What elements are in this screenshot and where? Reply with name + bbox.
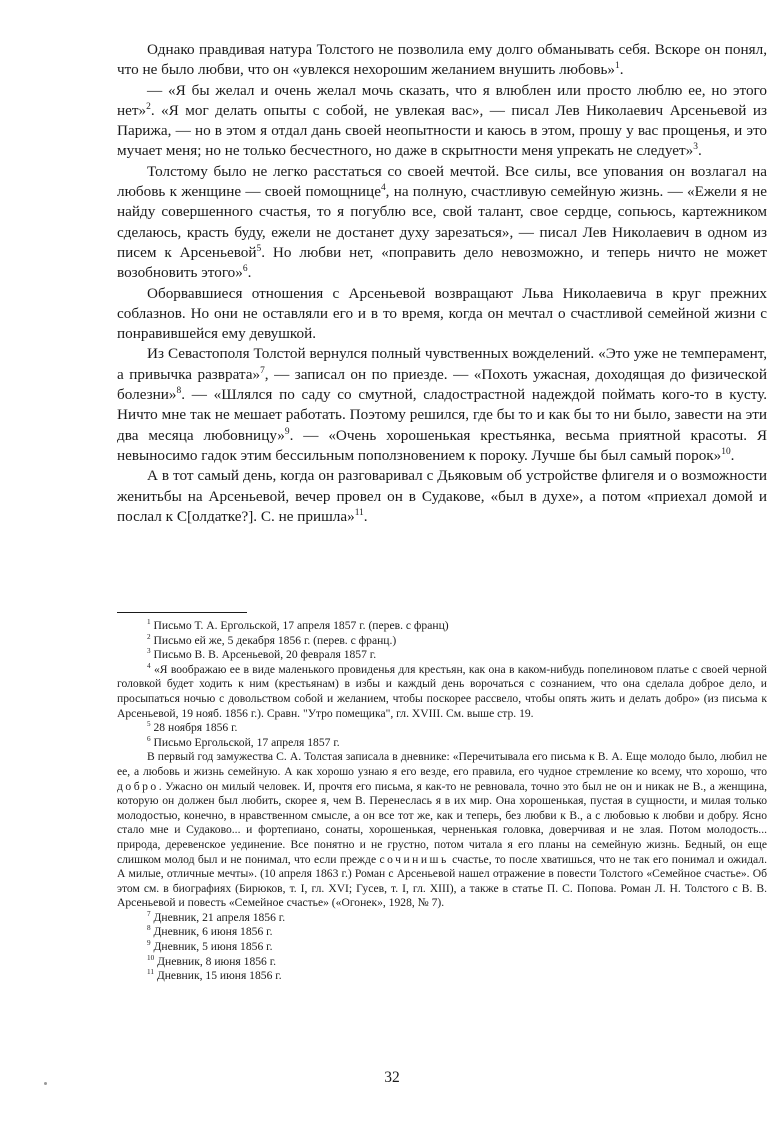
- footnote-10: $^{10}$ Дневник, 8 июня 1856 г.: [147, 953, 277, 968]
- footnote-ref-4: 4: [380, 183, 386, 194]
- footnote-ref-11: 11: [354, 507, 364, 518]
- spaced-word-dobro: добро: [117, 779, 159, 793]
- footnote-6-extended: В первый год замужества С. А. Толстая записала в дневнике: «Перечитывала его письма к В. А. Еще молодо было, любил не ее, а любовь и жизнь семейную. А как хорошо узнаю я его везде, его правила, его чудное стремление ко всему, что хорошо, что добро. Ужасно он милый человек. И, прочтя его письма, я как-то не ревновала, точно это был не он и никак не В., а женщина, которую он должен был любить, скорее я, чем В. Перенеслась я в их мир. Она хорошенькая, пустая в сущности, и милая только молодостью, конечно, в нравственном смысле, а он все тот же, как и теперь, без любви к В., а с любовью к любви и добру. Ясно стало мне и Судаково... и фортепиано, сонаты, хорошенькая, черненькая головка, доверчивая и не злая. Потом молодость... природа, деревенское уединение. Все понятно и не грустно, потом читала я его планы на семейную жизнь. Бедный, он еще слишком молод был и не понимал, что если прежде сочинишь счастье, то после хватишься, что не так его понимал и ожидал. А милые, отличные мечты». (10 апреля 1863 г.) Роман с Арсеньевой нашел отражение в повести Толстого «Семейное счастье». Об этом см. в биографиях (Бирюков, т. I, гл. XVI; Гусев, т. I, гл. XIII), а также в статье П. С. Попова. Роман Л. Н. Толстого с В. В. Арсеньевой и повесть «Семейное счастье» («Огонек», 1928, № 7).: [117, 750, 767, 910]
- footnote-9: $^9$ Дневник, 5 июня 1856 г.: [147, 939, 273, 954]
- footnote-2: $^2$ Письмо ей же, 5 декабря 1856 г. (перев. с франц.): [147, 632, 397, 647]
- footnote-11: $^{11}$ Дневник, 15 июня 1856 г.: [147, 968, 282, 983]
- footnote-ref-10: 10: [721, 446, 731, 457]
- footnote-5: $^5$ 28 ноября 1856 г.: [147, 720, 238, 735]
- footnote-ref-5: 5: [256, 243, 262, 254]
- footnote-ref-3: 3: [693, 142, 698, 153]
- paragraph-6: А в тот самый день, когда он разговаривал с Дьяковым об устройстве флигеля и о возможности женитьбы на Арсеньевой, вечер провел он в Судакове, «был в духе», а потом «приехал домой и послал к С[олдатке?]. С. не пришла»$^{11}$.: [117, 467, 767, 525]
- footnote-divider: [117, 612, 247, 613]
- footnote-1: $^1$ Письмо Т. А. Ергольской, 17 апреля 1857 г. (перев. с франц): [147, 618, 449, 632]
- main-text: [117, 40, 767, 527]
- footnote-ref-7: 7: [260, 365, 265, 376]
- paragraph-4: Оборвавшиеся отношения с Арсеньевой возвращают Льва Николаевича в круг прежних соблазнов. Но они не оставляли его и в то время, когда он мечтал о счастливой семейной жизни с понравившейся ему девушкой.: [117, 284, 767, 343]
- footnote-ref-6: 6: [242, 264, 248, 275]
- paragraph-2: — «Я бы желал и очень желал мочь сказать, что я влюблен или просто люблю ее, но этого нет»$^2$. «Я мог делать опыты с собой, не увлекая вас», — писал Лев Николаевич Арсеньевой из Парижа, — но в этом я отдал дань своей неопытности и каюсь в этом, прошу у вас прощенья, и это мучает меня; но не только бесчестного, но даже в скрытности меня упрекать не следует»$^3$.: [117, 81, 767, 160]
- paragraph-5: Из Севастополя Толстой вернулся полный чувственных вожделений. «Это уже не темперамент, а привычка разврата»$^7$, — записал он по приезде. — «Похоть ужасная, доходящая до физической болезни»$^8$. — «Шлялся по саду со смутной, сладострастной надеждой поймать кого-то в кусту. Ничто мне так не мешает работать. Поэтому решился, где бы то и как бы то ни было, завести на эти два месяца любовницу»$^9$. — «Очень хорошенькая крестьянка, весьма приятной красоты. Я невыносимо гадок этим бессильным поползновением к пороку. Лучше бы был самый порок»$^{10}$.: [117, 345, 767, 464]
- paragraph-3: Толстому было не легко расстаться со своей мечтой. Все силы, все упования он возлагал на любовь к женщине — своей помощнице$^4$, на полную, счастливую семейную жизнь. — «Ежели я не найду совершенного счастья, то я погублю все, свой талант, свое сердце, сопьюсь, картежником сделаюсь, красть буду, ежели не достанет духу зарезаться», — писал Лев Николаевич в одном из писем к Арсеньевой$^5$. Но любви нет, «поправить дело невозможно, и теперь ничто не может возобновить этого»$^6$.: [117, 162, 767, 282]
- footnote-6: $^6$ Письмо Ергольской, 17 апреля 1857 г.: [147, 734, 340, 749]
- footnote-ref-2: 2: [146, 101, 151, 112]
- footnote-ref-8: 8: [176, 385, 182, 396]
- footnote-4: $^4$ «Я воображаю ее в виде маленького провиденья для крестьян, как она в каком-нибудь попелиновом платье с своей черной головкой будет ходить к ним (крестьянам) в избы и каждый день ворочаться с сознанием, что она сделала доброе дело, и просыпаться ночью с довольством собой и желанием, чтобы поскорее рассвело, чтобы опять жить и делать добро» (из письма к Арсеньевой, 19 нояб. 1856 г.). Сравн. "Утро помещика", гл. XVIII. См. выше стр. 19.: [117, 661, 767, 720]
- footnote-ref-1: 1: [615, 61, 620, 72]
- spaced-word-sochinish: сочинишь: [379, 852, 449, 866]
- footnote-7: $^7$ Дневник, 21 апреля 1856 г.: [147, 910, 286, 924]
- footnote-8: $^8$ Дневник, 6 июня 1856 г.: [147, 924, 273, 939]
- page-number: 32: [384, 1069, 400, 1086]
- footnote-ref-9: 9: [284, 426, 290, 437]
- paragraph-1: Однако правдивая натура Толстого не позволила ему долго обманывать себя. Вскоре он понял, что не было любви, что он «увлекся нехорошим желанием внушить любовь»$^1$.: [117, 41, 767, 79]
- footnote-3: $^3$ Письмо В. В. Арсеньевой, 20 февраля 1857 г.: [147, 647, 377, 662]
- footnotes: [117, 619, 767, 984]
